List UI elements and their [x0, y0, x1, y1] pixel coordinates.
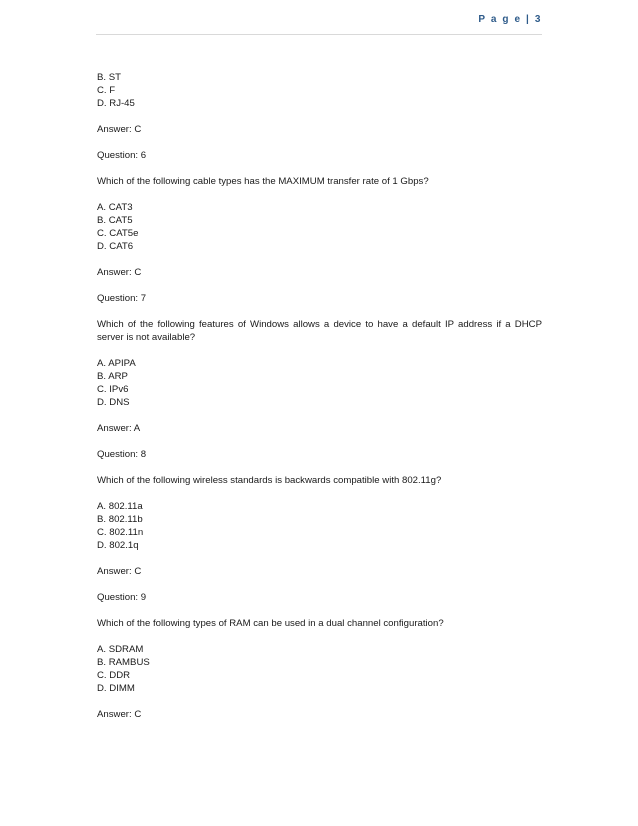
option: A. SDRAM	[97, 644, 144, 655]
question-text: Which of the following wireless standards is backwards compatible with 802.11g?	[97, 475, 442, 486]
question-text: Which of the following types of RAM can be used in a dual channel configuration?	[97, 618, 444, 629]
answer: Answer: A	[97, 423, 141, 434]
option: B. CAT5	[97, 215, 133, 226]
option: B. ARP	[97, 371, 128, 382]
option: D. CAT6	[97, 241, 134, 252]
page-header	[96, 14, 542, 35]
question-label: Question: 6	[97, 150, 147, 161]
document-body	[97, 71, 542, 721]
option: D. DNS	[97, 397, 130, 408]
option: B. RAMBUS	[97, 657, 150, 668]
option: D. RJ-45	[97, 98, 135, 109]
answer: Answer: C	[97, 566, 142, 577]
question-label: Question: 8	[97, 449, 147, 460]
answer: Answer: C	[97, 709, 142, 720]
option: C. IPv6	[97, 384, 129, 395]
option: C. DDR	[97, 670, 131, 681]
question-text: Which of the following cable types has the MAXIMUM transfer rate of 1 Gbps?	[97, 176, 429, 187]
option: B. 802.11b	[97, 514, 143, 525]
answer: Answer: C	[97, 267, 142, 278]
option: D. DIMM	[97, 683, 135, 694]
option: B. ST	[97, 72, 121, 83]
question-label: Question: 7	[97, 293, 147, 304]
option: C. 802.11n	[97, 527, 144, 538]
option: A. CAT3	[97, 202, 133, 213]
option: A. 802.11a	[97, 501, 143, 512]
question-label: Question: 9	[97, 592, 147, 603]
answer: Answer: C	[97, 124, 142, 135]
option: A. APIPA	[97, 358, 136, 369]
question-text: Which of the following features of Windows allows a device to have a default IP address if a DHCP server is not available?	[97, 319, 542, 343]
option: D. 802.1q	[97, 540, 139, 551]
option: C. F	[97, 85, 116, 96]
option: C. CAT5e	[97, 228, 139, 239]
page-number-label: P a g e | 3	[478, 14, 542, 25]
